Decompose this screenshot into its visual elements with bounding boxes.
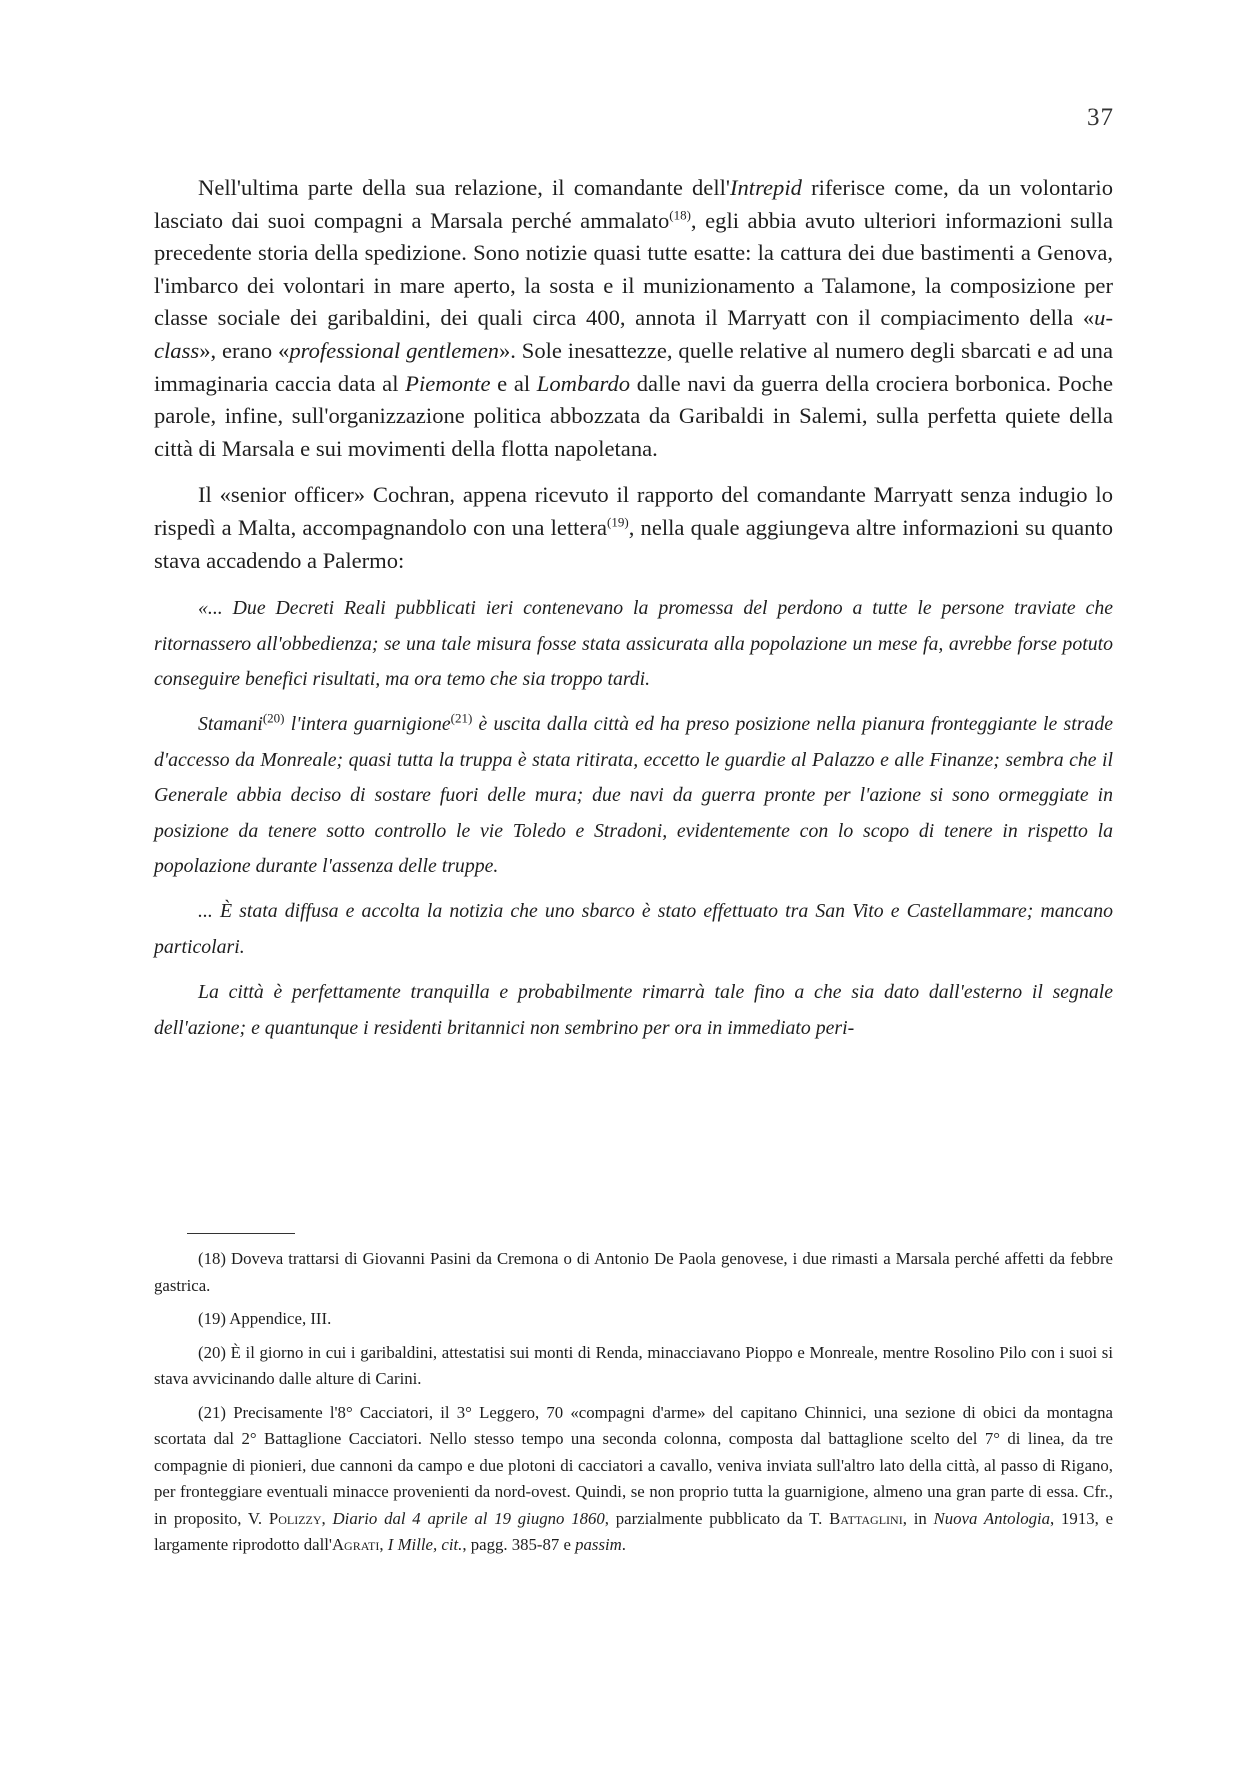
text-run: , egli abbia avuto ulteriori informazioni sulla precedente storia della spedizione. Sono notizie quasi tutte esatte: la cattura dei due bastimenti a Genova, l'imbarco dei volontari in mare aperto, la sosta e il munizionamento a Talamone, la composizione per classe sociale dei garibaldini, dei quali circa 400, annota il Marryatt con il compiacimento della «	[154, 207, 1113, 331]
text-run: riferisce come, da un volontario lasciato dai suoi compagni a Marsala perché ammalato	[154, 175, 1113, 233]
footnote-text: Appendice, III.	[229, 1309, 332, 1328]
text-run: dalle navi da guerra della crociera borbonica. Poche parole, infine, sull'organizzazione politica abbozzata da Garibaldi in Salemi, sulla perfetta quiete della città di Marsala e sui movimenti della flotta napoletana.	[154, 370, 1114, 461]
footnote-separator	[187, 1233, 295, 1234]
footnote-text: Doveva trattarsi di Giovanni Pasini da Cremona o di Antonio De Paola genovese, i due rimasti a Marsala perché affetti da febbre gastrica.	[154, 1249, 1113, 1295]
footnote-number: (20)	[198, 1342, 226, 1362]
text-run: , nella quale aggiungeva altre informazioni su quanto stava accadendo a Palermo:	[154, 514, 1113, 573]
quote-paragraph-2	[154, 707, 1113, 884]
footnote-18	[154, 1246, 1113, 1299]
text-run: ». Sole inesattezze, quelle relative al numero degli sbarcati e ad una immaginaria caccia data al	[154, 337, 1114, 396]
footnote-text: ,	[321, 1508, 333, 1528]
quote-paragraph-3: ... È stata diffusa e accolta la notizia che uno sbarco è stato effettuato tra San Vito e Castellammare; mancano particolari.	[154, 900, 1113, 958]
footnote-text: .	[621, 1535, 626, 1554]
italic-term: professional gentlemen	[289, 337, 499, 363]
footnote-21	[154, 1400, 1113, 1559]
footnote-text: , parzialmente pubblicato da T.	[604, 1508, 830, 1528]
footnote-text: , pagg. 385-87 e	[462, 1535, 576, 1554]
text-run: l'intera guarnigione	[284, 713, 451, 736]
footnote-text: , 1913, e largamente riprodotto dall'	[154, 1508, 1114, 1554]
footnote-text: , in	[902, 1508, 934, 1528]
footnote-number: (19)	[198, 1309, 226, 1328]
footnote-20	[154, 1340, 1113, 1393]
quote-paragraph-4: La città è perfettamente tranquilla e probabilmente rimarrà tale fino a che sia dato dall'esterno il segnale dell'azione; e quantunque i residenti britannici non sembrino per ora in immediato peri-	[154, 981, 1113, 1039]
ship-name: Piemonte	[405, 370, 491, 396]
footnotes	[154, 1246, 1113, 1566]
quote-paragraph-1: «... Due Decreti Reali pubblicati ieri contenevano la promessa del perdono a tutte le persone traviate che ritornassero all'obbedienza; se una tale misura fosse stata assicurata alla popolazione un mese fa, avrebbe forse potuto conseguire benefici risultati, ma ora temo che sia troppo tardi.	[154, 597, 1113, 690]
footnote-ref-19: (19)	[607, 514, 629, 530]
footnote-number: (21)	[198, 1402, 226, 1422]
ship-name: Intrepid	[729, 175, 802, 200]
paragraph-2	[154, 479, 1113, 577]
text-run: », erano «	[199, 337, 290, 363]
footnote-19	[154, 1306, 1113, 1333]
work-title: Nuova Antologia	[933, 1508, 1051, 1528]
page-number: 37	[1087, 104, 1114, 131]
footnote-ref-18: (18)	[669, 207, 691, 223]
author-name: Agrati	[331, 1535, 380, 1554]
italic-term: u-class	[154, 305, 1113, 363]
author-name: Battaglini	[829, 1508, 903, 1528]
author-name: Polizzy	[268, 1508, 322, 1528]
paragraph-1	[154, 172, 1113, 465]
text-run: Stamani	[198, 713, 263, 736]
text-run: Nell'ultima parte della sua relazione, il comandante dell'	[198, 175, 730, 200]
text-run: e al	[490, 370, 537, 396]
footnote-number: (18)	[198, 1249, 226, 1268]
footnote-ref-21: (21)	[450, 710, 473, 726]
body-text	[154, 172, 1113, 1056]
work-title: passim	[575, 1535, 622, 1554]
footnote-text: È il giorno in cui i garibaldini, attestatisi sui monti di Renda, minacciavano Pioppo e Monreale, mentre Rosolino Pilo con i suoi si stava avvicinando dalle alture di Carini.	[154, 1342, 1113, 1388]
footnote-text: ,	[379, 1535, 388, 1554]
footnote-ref-20: (20)	[262, 710, 285, 726]
ship-name: Lombardo	[536, 370, 631, 396]
work-title: I Mille, cit.	[387, 1535, 463, 1554]
text-run: Il «senior officer» Cochran, appena ricevuto il rapporto del comandante Marryatt senza indugio lo rispedì a Malta, accompagnandolo con una lettera	[154, 482, 1113, 540]
work-title: Diario dal 4 aprile al 19 giugno 1860	[332, 1508, 605, 1528]
text-run: è uscita dalla città ed ha preso posizione nella pianura fronteggiante le strade d'accesso da Monreale; quasi tutta la truppa è stata ritirata, eccetto le guardie al Palazzo e alle Finanze; sembra che il Generale abbia deciso di sostare fuori delle mura; due navi da guerra pronte per l'azione si sono ormeggiate in posizione da tenere sotto controllo le vie Toledo e Stradoni, evidentemente con lo scopo di tenere in rispetto la popolazione durante l'assenza delle truppe.	[154, 713, 1113, 877]
footnote-text: Precisamente l'8° Cacciatori, il 3° Leggero, 70 «compagni d'arme» del capitano Chinnici, una sezione di obici da montagna scortata dal 2° Battaglione Cacciatori. Nello stesso tempo una seconda colonna, composta dal battaglione scelto del 7° di linea, da tre compagnie di pionieri, due cannoni da campo e due plotoni di cacciatori a cavallo, veniva inviata sull'altro lato della città, al passo di Rigano, per fronteggiare eventuali minacce provenienti da nord-ovest. Quindi, se non proprio tutta la guarnigione, almeno una gran parte di essa. Cfr., in proposito, V.	[154, 1402, 1113, 1528]
